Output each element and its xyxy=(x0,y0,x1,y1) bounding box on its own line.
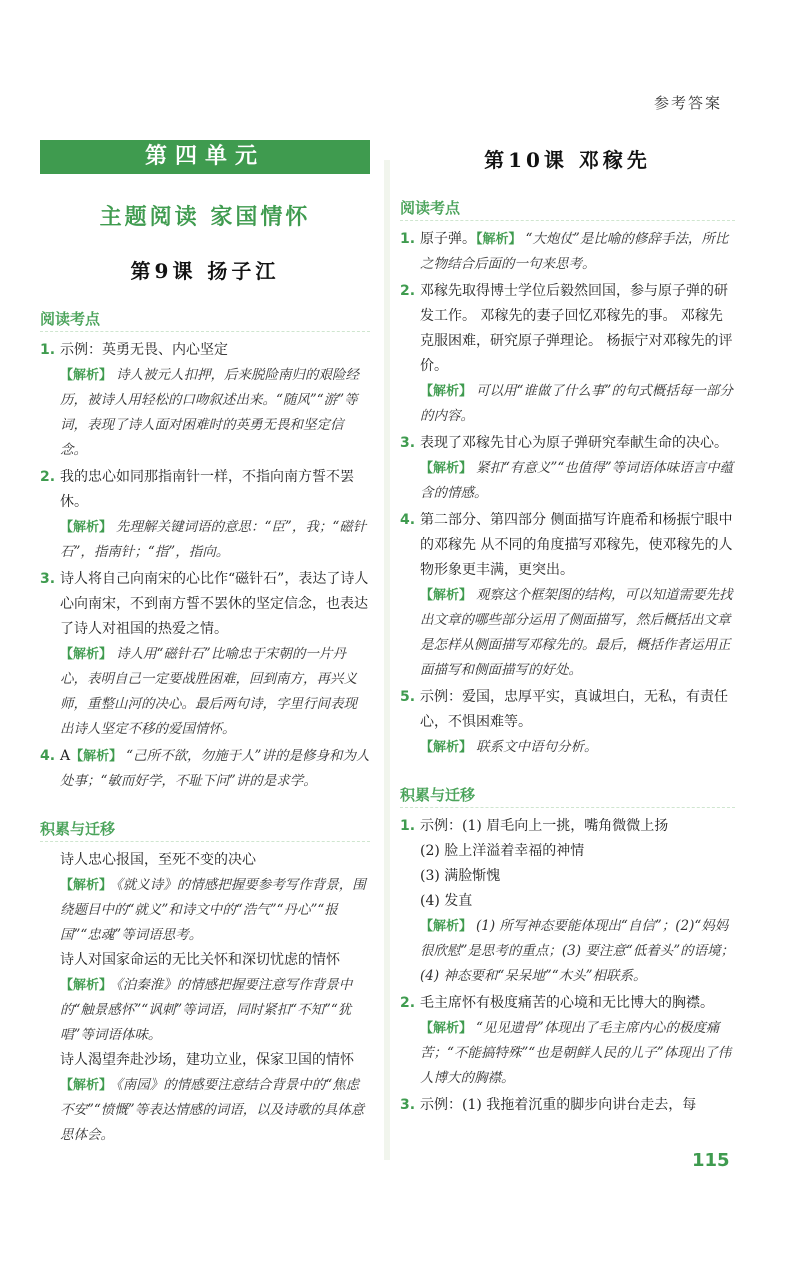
question-number: 1. xyxy=(400,231,416,247)
analysis-text xyxy=(60,642,370,742)
analysis-tag: 【解析】 xyxy=(420,461,473,476)
section-title: 积累与迁移 xyxy=(400,784,735,808)
analysis-body: (1) 所写神态要能体现出“自信”；(2)“妈妈很欣慰”是思考的重点；(3) 要注意“低着头”的语境；(4) 神态要和“呆呆地”“木头”相联系。 xyxy=(420,918,735,984)
question-number: 1. xyxy=(40,342,56,358)
analysis-text xyxy=(420,735,735,760)
question-item xyxy=(400,279,735,429)
analysis-body: 《就义诗》的情感把握要参考写作背景，围绕题目中的“就义”和诗文中的“浩气”“丹心”“报国”“忠魂”等词语思考。 xyxy=(60,877,366,943)
analysis-text xyxy=(60,873,370,948)
answer-text: 示例：爱国，忠厚平实，真诚坦白，无私，有责任心，不惧困难等。 xyxy=(420,689,728,730)
question-item xyxy=(40,338,370,463)
transfer-list xyxy=(400,814,735,1118)
question-number: 2. xyxy=(400,995,416,1011)
analysis-body: 先理解关键词语的意思：“臣”，我；“磁针石”，指南针；“指”，指向。 xyxy=(60,519,367,560)
question-item xyxy=(400,508,735,683)
analysis-text xyxy=(420,914,735,989)
analysis-body: “大炮仗”是比喻的修辞手法，所比之物结合后面的一句来思考。 xyxy=(420,231,729,272)
analysis-text xyxy=(60,744,370,794)
analysis-text xyxy=(60,515,370,565)
analysis-text xyxy=(420,379,735,429)
answer-text: 诗人忠心报国，至死不变的决心 xyxy=(60,852,256,868)
answer-text: 诗人渴望奔赴沙场，建功立业，保家卫国的情怀 xyxy=(60,1052,354,1068)
question-number: 4. xyxy=(400,512,416,528)
analysis-tag: 【解析】 xyxy=(60,368,113,383)
header-label: 参考答案 xyxy=(653,94,722,112)
analysis-body: 诗人用“磁针石”比喻忠于宋朝的一片丹心，表明自己一定要战胜困难，回到南方，再兴义师，重整山河的决心。最后两句诗，字里行间表现出诗人坚定不移的爱国情怀。 xyxy=(60,646,357,737)
analysis-text xyxy=(420,1016,735,1091)
section-title: 积累与迁移 xyxy=(40,818,370,842)
analysis-body: 诗人被元人扣押，后来脱险南归的艰险经历，被诗人用轻松的口吻叙述出来。“随风”“游”等词，表现了诗人面对困难时的英勇无畏和坚定信念。 xyxy=(60,367,360,458)
analysis-tag: 【解析】 xyxy=(476,232,522,247)
sub-answer: (4) 发直 xyxy=(420,893,473,909)
analysis-body: “己所不欲，勿施于人”讲的是修身和为人处事；“敏而好学，不耻下问”讲的是求学。 xyxy=(60,748,370,789)
analysis-body: 紧扣“有意义”“也值得”等词语体味语言中蕴含的情感。 xyxy=(420,460,734,501)
analysis-tag: 【解析】 xyxy=(60,647,113,662)
transfer-list xyxy=(40,848,370,1148)
answer-text: 示例：(1) 眉毛向上一挑，嘴角微微上扬 xyxy=(420,818,669,834)
question-number: 3. xyxy=(400,1097,416,1113)
column-divider xyxy=(384,160,390,1160)
answer-text: A xyxy=(60,748,71,764)
theme-title: 主题阅读 家国情怀 xyxy=(99,205,311,230)
question-item xyxy=(400,991,735,1091)
analysis-tag: 【解析】 xyxy=(70,749,123,764)
analysis-text xyxy=(420,583,735,683)
answer-text: 毛主席怀有极度痛苦的心境和无比博大的胸襟。 xyxy=(420,995,714,1011)
question-number: 2. xyxy=(40,469,56,485)
lesson-title: 第9课 扬子江 xyxy=(130,259,280,283)
left-column xyxy=(40,140,370,1148)
answer-text: 示例：英勇无畏、内心坚定 xyxy=(60,342,228,358)
page-number: 115 xyxy=(692,1150,730,1171)
analysis-tag: 【解析】 xyxy=(420,588,473,603)
question-list xyxy=(40,338,370,794)
right-column xyxy=(400,140,735,1120)
sub-answer: (3) 满脸惭愧 xyxy=(420,868,501,884)
analysis-body: 《泊秦淮》的情感把握要注意写作背景中的“触景感怀”“讽刺”等词语，同时紧扣“不知”“犹唱”等词语体味。 xyxy=(60,977,353,1043)
question-number: 3. xyxy=(40,571,56,587)
question-item xyxy=(40,744,370,794)
answer-text: 表现了邓稼先甘心为原子弹研究奉献生命的决心。 xyxy=(420,435,728,451)
analysis-body: “见见遗骨”体现出了毛主席内心的极度痛苦；“不能搞特殊”“也是朝鲜人民的儿子”体现出了伟人博大的胸襟。 xyxy=(420,1020,732,1086)
analysis-body: 《南园》的情感要注意结合背景中的“焦虑不安”“愤慨”等表达情感的词语，以及诗歌的具体意思体会。 xyxy=(60,1077,365,1143)
analysis-text xyxy=(420,456,735,506)
question-number: 5. xyxy=(400,689,416,705)
section-title: 阅读考点 xyxy=(40,308,370,332)
question-item xyxy=(400,814,735,989)
unit-banner: 第四单元 xyxy=(40,140,370,174)
question-item xyxy=(400,685,735,760)
question-item xyxy=(400,1093,735,1118)
answer-text: 第二部分、第四部分 侧面描写许鹿希和杨振宁眼中的邓稼先 从不同的角度描写邓稼先，使邓稼先的人物形象更丰满，更突出。 xyxy=(420,512,733,578)
question-item xyxy=(40,465,370,565)
analysis-text xyxy=(60,363,370,463)
analysis-body: 可以用“谁做了什么事”的句式概括每一部分的内容。 xyxy=(420,383,733,424)
analysis-tag: 【解析】 xyxy=(60,878,113,893)
lesson-title: 第10课 邓稼先 xyxy=(484,148,651,172)
analysis-tag: 【解析】 xyxy=(60,1078,113,1093)
question-item xyxy=(400,431,735,506)
analysis-text xyxy=(60,1073,370,1148)
analysis-tag: 【解析】 xyxy=(420,384,473,399)
answer-text: 原子弹。 xyxy=(420,231,476,247)
analysis-tag: 【解析】 xyxy=(420,919,473,934)
analysis-tag: 【解析】 xyxy=(60,520,113,535)
sub-answer: (2) 脸上洋溢着幸福的神情 xyxy=(420,843,585,859)
question-list xyxy=(400,227,735,760)
analysis-tag: 【解析】 xyxy=(420,740,473,755)
answer-text: 诗人对国家命运的无比关怀和深切忧虑的情怀 xyxy=(60,952,340,968)
section-title: 阅读考点 xyxy=(400,197,735,221)
question-number: 4. xyxy=(40,748,56,764)
analysis-text xyxy=(60,973,370,1048)
analysis-body: 观察这个框架图的结构，可以知道需要先找出文章的哪些部分运用了侧面描写，然后概括出文章是怎样从侧面描写邓稼先的。最后，概括作者运用正面描写和侧面描写的好处。 xyxy=(420,587,733,678)
analysis-tag: 【解析】 xyxy=(60,978,113,993)
answer-text: 诗人将自己向南宋的心比作“磁针石”，表达了诗人心向南宋，不到南方誓不罢休的坚定信念，也表达了诗人对祖国的热爱之情。 xyxy=(60,571,369,637)
answer-text: 邓稼先取得博士学位后毅然回国，参与原子弹的研发工作。 邓稼先的妻子回忆邓稼先的事。 邓稼先克服困难，研究原子弹理论。 杨振宁对邓稼先的评价。 xyxy=(420,283,733,374)
answer-text: 我的忠心如同那指南针一样，不指向南方誓不罢休。 xyxy=(60,469,354,510)
analysis-tag: 【解析】 xyxy=(420,1021,473,1036)
question-number: 2. xyxy=(400,283,416,299)
analysis-text xyxy=(420,227,735,277)
answer-text: 示例：(1) 我拖着沉重的脚步向讲台走去，每 xyxy=(420,1097,697,1113)
question-number: 3. xyxy=(400,435,416,451)
question-number: 1. xyxy=(400,818,416,834)
analysis-body: 联系文中语句分析。 xyxy=(476,739,598,755)
question-item xyxy=(40,567,370,742)
question-item xyxy=(400,227,735,277)
